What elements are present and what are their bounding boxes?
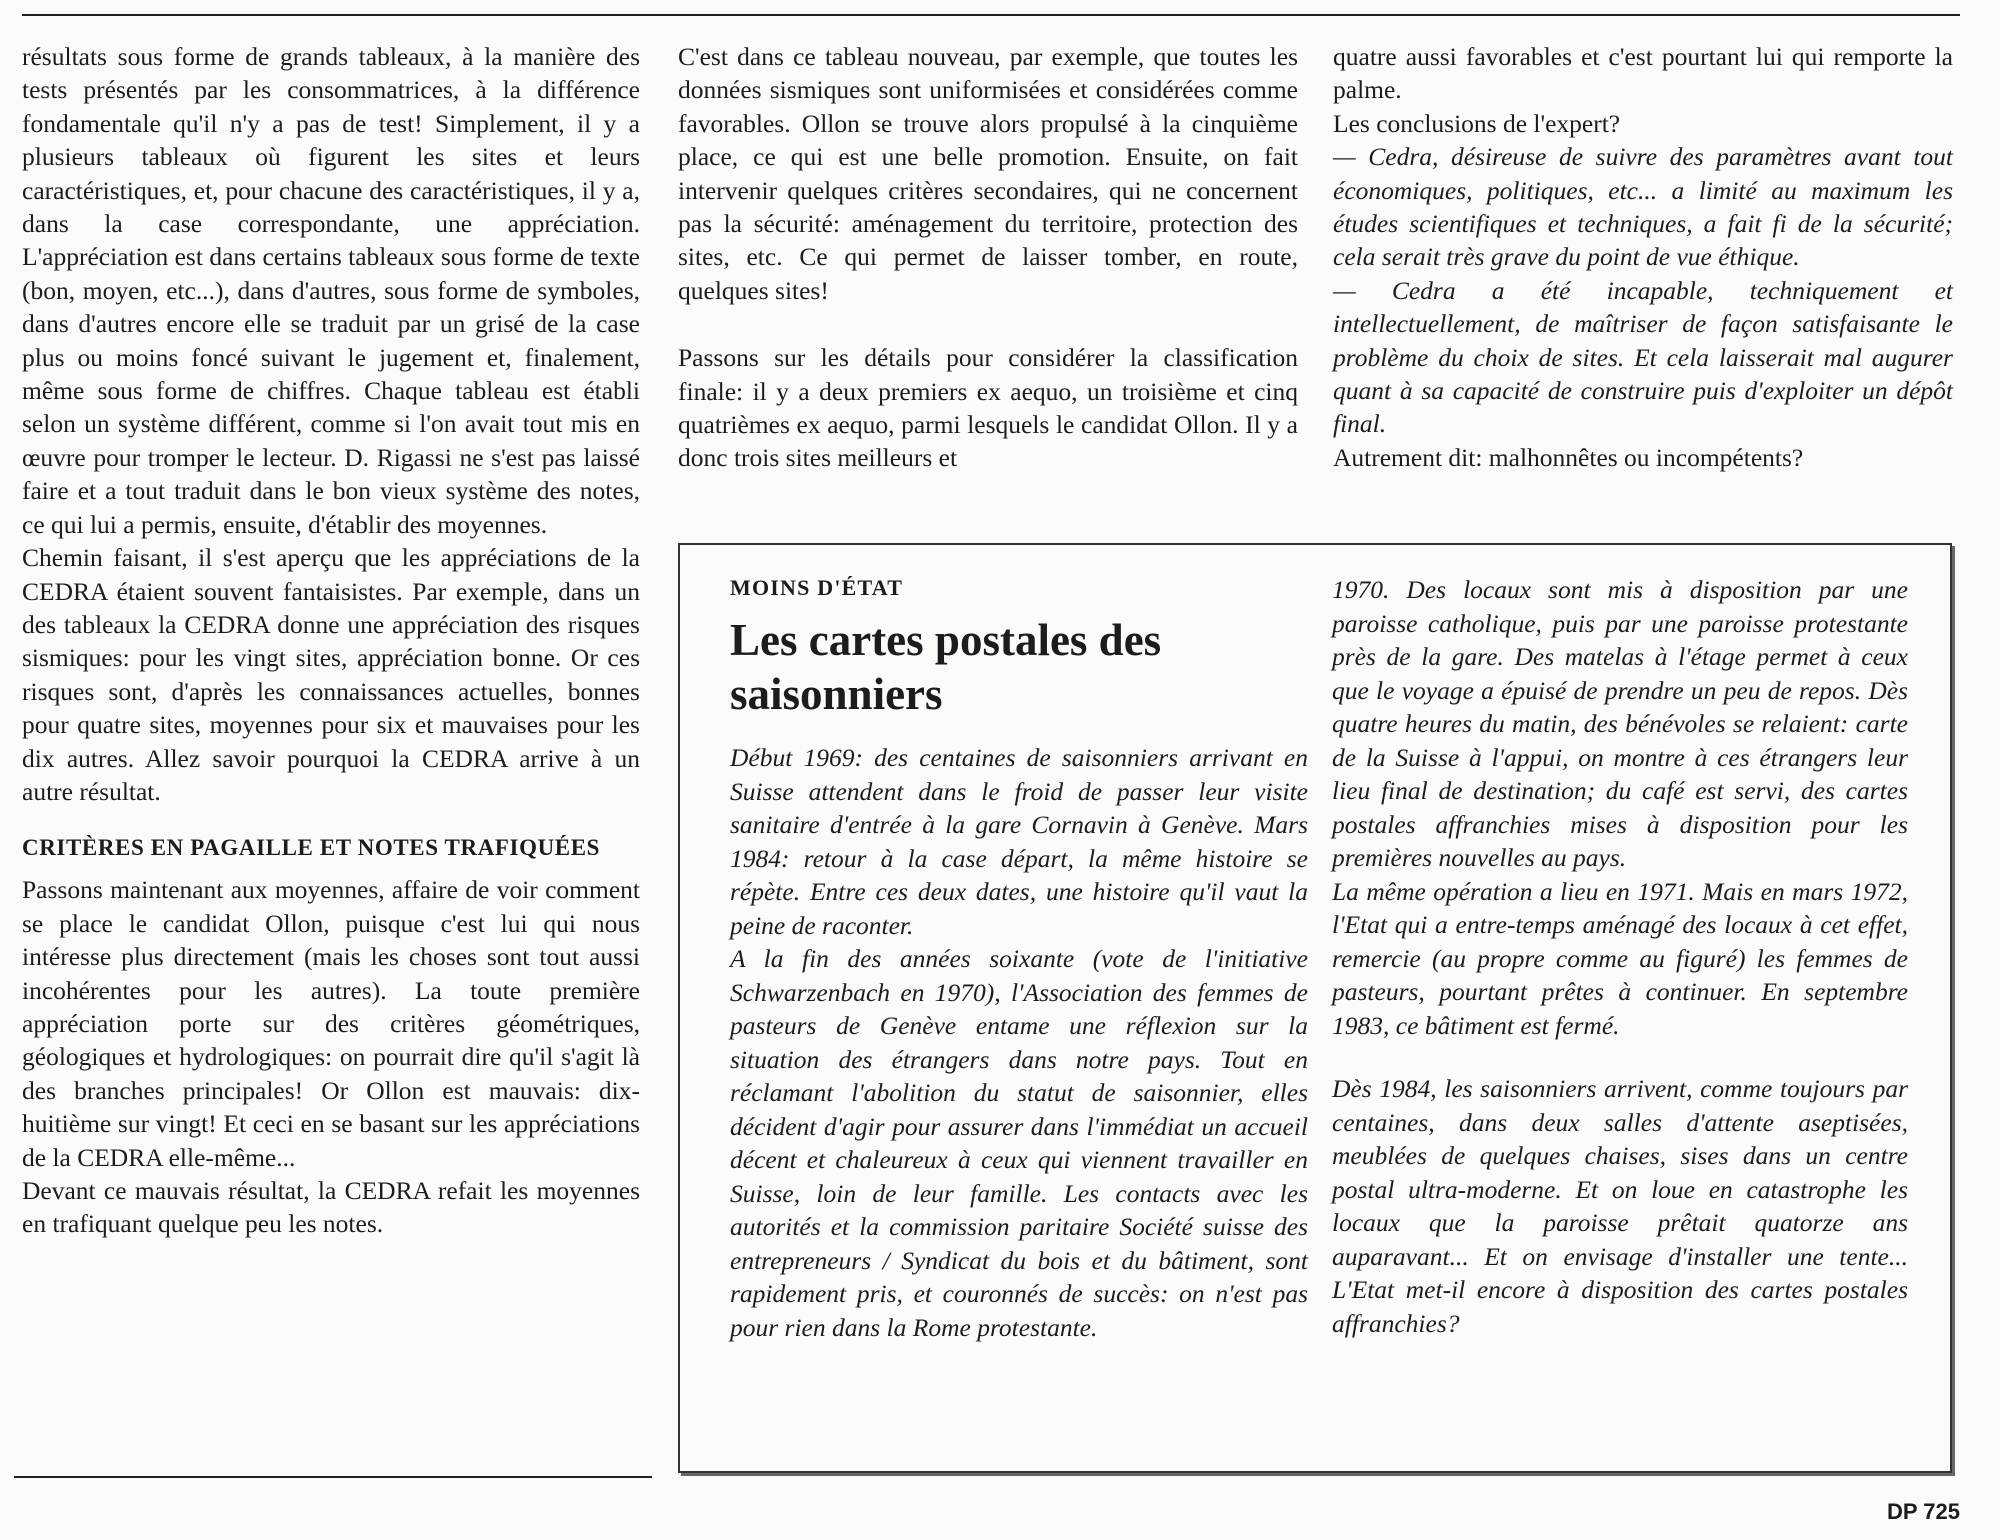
- col2-paragraph-1: C'est dans ce tableau nouveau, par exemple, que toutes les données sismiques sont uniformisées et considérées comme favorables. Ollon se trouve alors propulsé à la cinquième place, ce qui est une belle promotion. Ensuite, on fait intervenir quelques critères secondaires, qui ne concernent pas la sécurité: aménagement du territoire, protection des sites, etc. Ce qui permet de laisser tomber, en route, quelques sites!: [678, 42, 1298, 305]
- col3-paragraph-1: quatre aussi favorables et c'est pourtant lui qui remporte la palme.: [1333, 42, 1953, 105]
- box-column-right: [1332, 573, 1908, 1340]
- box-left-paragraph-2: A la fin des années soixante (vote de l'initiative Schwarzenbach en 1970), l'Association des femmes de pasteurs de Genève entame une réflexion sur la situation des étrangers dans notre pays. Tout en réclamant l'abolition du statut de saisonnier, elles décident d'agir pour assurer dans l'immédiat un accueil décent et chaleureux à ceux qui viennent travailler en Suisse, loin de leur famille. Les contacts avec les autorités et la commission paritaire Société suisse des entrepreneurs / Syndicat du bois et du bâtiment, sont rapidement pris, et couronnés de succès: on n'est pas pour rien dans la Rome protestante.: [730, 944, 1308, 1342]
- box-right-paragraph-1: 1970. Des locaux sont mis à disposition par une paroisse catholique, puis par une paroisse protestante près de la gare. Des matelas à l'étage permet à ceux que le voyage a épuisé de prendre un peu de repos. Dès quatre heures du matin, des bénévoles se relaient: carte de la Suisse à l'appui, on montre à ces étrangers leur lieu final de destination; du café est servi, des cartes postales affranchies mises à disposition pour les premières nouvelles au pays.: [1332, 575, 1908, 872]
- col1-paragraph-4: Devant ce mauvais résultat, la CEDRA refait les moyennes en trafiquant quelque peu les notes.: [22, 1176, 640, 1239]
- col2-paragraph-2: Passons sur les détails pour considérer la classification finale: il y a deux premiers ex aequo, un troisième et cinq quatrièmes ex aequo, parmi lesquels le candidat Ollon. Il y a donc trois sites meilleurs et: [678, 343, 1298, 473]
- column-3: [1333, 40, 1953, 474]
- page-number: DP 725: [1887, 1499, 1960, 1524]
- box-column-left: [730, 741, 1308, 1344]
- box-left-paragraph-1: Début 1969: des centaines de saisonniers arrivant en Suisse attendent dans le froid de passer leur visite sanitaire d'entrée à la gare Cornavin à Genève. Mars 1984: retour à la case départ, la même histoire se répète. Entre ces deux dates, une histoire qu'il vaut la peine de raconter.: [730, 743, 1308, 940]
- section-heading: CRITÈRES EN PAGAILLE ET NOTES TRAFIQUÉES: [22, 835, 601, 861]
- box-kicker: MOINS D'ÉTAT: [730, 575, 904, 600]
- bottom-rule: [14, 1476, 652, 1478]
- top-rule: [22, 14, 1960, 16]
- box-title: Les cartes postales des saisonniers: [730, 615, 1162, 719]
- col1-paragraph-1: résultats sous forme de grands tableaux, à la manière des tests présentés par les consommatrices, à la différence fondamentale qu'il n'y a pas de test! Simplement, il y a plusieurs tableaux où figurent les sites et leurs caractéristiques, et, pour chacune des caractéristiques, il y a, dans la case correspondante, une appréciation. L'appréciation est dans certains tableaux sous forme de texte (bon, moyen, etc...), dans d'autres, sous forme de symboles, dans d'autres encore elle se traduit par un grisé de la case plus ou moins foncé suivant le jugement et, finalement, même sous forme de chiffres. Chaque tableau est établi selon un système différent, comme si l'on avait tout mis en œuvre pour tromper le lecteur. D. Rigassi ne s'est pas laissé faire et a tout traduit dans le bon vieux système des notes, ce qui lui a permis, ensuite, d'établir des moyennes.: [22, 42, 640, 539]
- col1-paragraph-3: Passons maintenant aux moyennes, affaire de voir comment se place le candidat Ollon, puisque c'est lui qui nous intéresse plus directement (mais les choses sont tout aussi incohérentes pour les autres). La toute première appréciation porte sur des critères géométriques, géologiques et hydrologiques: on pourrait dire qu'il s'agit là des branches principales! Or Ollon est mauvais: dix-huitième sur vingt! Et ceci en se basant sur les appréciations de la CEDRA elle-même...: [22, 875, 640, 1172]
- box-right-paragraph-2: La même opération a lieu en 1971. Mais en mars 1972, l'Etat qui a entre-temps aménagé des locaux à cet effet, remercie (au propre comme au figuré) les femmes de pasteurs, pourtant prêtes à continuer. En septembre 1983, ce bâtiment est fermé.: [1332, 876, 1908, 1040]
- col3-paragraph-3: — Cedra, désireuse de suivre des paramètres avant tout économiques, politiques, etc... a limité au maximum les études scientifiques et techniques, a fait fi de la sécurité; cela serait très grave du point de vue éthique.: [1333, 142, 1953, 272]
- col1-paragraph-2: Chemin faisant, il s'est aperçu que les appréciations de la CEDRA étaient souvent fantaisistes. Par exemple, dans un des tableaux la CEDRA donne une appréciation des risques sismiques: pour les vingt sites, appréciation bonne. Or ces risques sont, d'après les connaissances actuelles, bonnes pour quatre sites, moyennes pour six et mauvaises pour les dix autres. Allez savoir pourquoi la CEDRA arrive à un autre résultat.: [22, 543, 640, 806]
- col3-paragraph-4: — Cedra a été incapable, techniquement et intellectuellement, de maîtriser de façon satisfaisante le problème du choix de sites. Et cela laisserait mal augurer quant à sa capacité de construire puis d'exploiter un dépôt final.: [1333, 275, 1953, 439]
- col3-paragraph-5: Autrement dit: malhonnêtes ou incompétents?: [1333, 442, 1804, 472]
- col3-paragraph-2: Les conclusions de l'expert?: [1333, 108, 1621, 138]
- box-right-paragraph-3: Dès 1984, les saisonniers arrivent, comme toujours par centaines, dans deux salles d'attente aseptisées, meublées de quelques chaises, sises dans un centre postal ultra-moderne. Et on loue en catastrophe les locaux que la paroisse prêtait quatorze ans auparavant... Et on envisage d'installer une tente... L'Etat met-il encore à disposition des cartes postales affranchies?: [1332, 1074, 1908, 1338]
- column-2: [678, 40, 1298, 475]
- sidebar-box: [678, 543, 1952, 1473]
- column-1: [22, 40, 640, 1241]
